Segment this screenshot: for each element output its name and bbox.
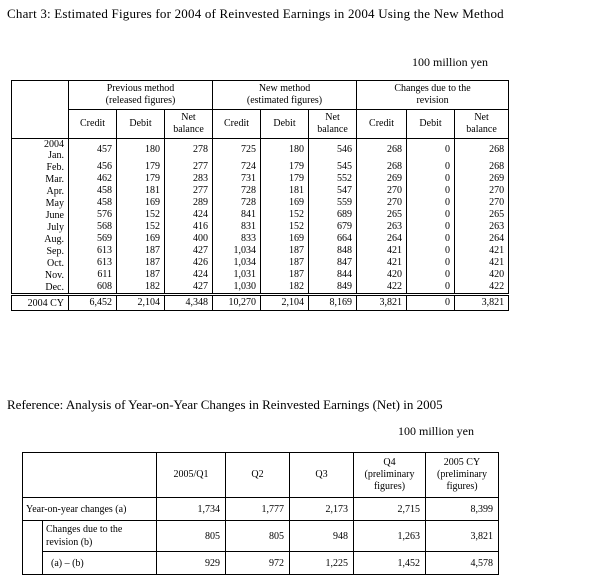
- value-cell: 0: [407, 173, 455, 185]
- header-line: Q3: [315, 469, 328, 480]
- value-cell: 269: [455, 173, 509, 185]
- value-cell: 608: [69, 281, 117, 295]
- column-header: Net balance: [309, 110, 357, 139]
- total-label: 2004 CY: [12, 295, 69, 311]
- value-cell: 725: [213, 139, 261, 162]
- value-cell: 152: [261, 209, 309, 221]
- value-cell: 728: [213, 197, 261, 209]
- value-cell: 181: [261, 185, 309, 197]
- reference-row-label: [43, 521, 157, 552]
- value-cell: 152: [117, 209, 165, 221]
- table-row: [12, 245, 509, 257]
- row-label: Nov.: [12, 269, 69, 281]
- corner-cell: [12, 81, 69, 139]
- header-line: figures): [373, 481, 406, 492]
- row-label: May: [12, 197, 69, 209]
- value-cell: 422: [357, 281, 407, 295]
- value-cell: 264: [455, 233, 509, 245]
- reference-row: [23, 498, 499, 521]
- table-row: [12, 161, 509, 173]
- reference-row-label: Year-on-year changes (a): [23, 498, 157, 521]
- value-cell: 724: [213, 161, 261, 173]
- value-cell: 283: [165, 173, 213, 185]
- value-cell: 278: [165, 139, 213, 162]
- row-label: Mar.: [12, 173, 69, 185]
- value-cell: 169: [117, 197, 165, 209]
- value-cell: 559: [309, 197, 357, 209]
- subheader-row: [12, 110, 509, 139]
- total-value-cell: 10,270: [213, 295, 261, 311]
- reference-value-cell: 2,173: [290, 498, 354, 521]
- header-line: Q2: [251, 469, 264, 480]
- value-cell: 1,030: [213, 281, 261, 295]
- row-label: Aug.: [12, 233, 69, 245]
- value-cell: 179: [117, 161, 165, 173]
- value-cell: 180: [117, 139, 165, 162]
- value-cell: 421: [455, 245, 509, 257]
- value-cell: 187: [261, 269, 309, 281]
- reference-value-cell: 2,715: [354, 498, 426, 521]
- row-label: Sep.: [12, 245, 69, 257]
- value-cell: 179: [117, 173, 165, 185]
- value-cell: 270: [357, 185, 407, 197]
- value-cell: 679: [309, 221, 357, 233]
- header-line: 2005 CY: [443, 457, 481, 468]
- value-cell: 169: [261, 233, 309, 245]
- value-cell: 831: [213, 221, 261, 233]
- value-cell: 0: [407, 197, 455, 209]
- reference-table: [22, 452, 499, 575]
- unit-label: 100 million yen: [412, 55, 488, 69]
- reference-value-cell: 8,399: [426, 498, 499, 521]
- reference-value-cell: 1,225: [290, 552, 354, 575]
- value-cell: 458: [69, 197, 117, 209]
- reference-value-cell: 948: [290, 521, 354, 552]
- header-line: 2005/Q1: [173, 469, 209, 480]
- table-row: [12, 281, 509, 295]
- total-value-cell: 2,104: [261, 295, 309, 311]
- table-row: [12, 209, 509, 221]
- table-row: [12, 139, 509, 162]
- value-cell: 0: [407, 257, 455, 269]
- value-cell: 422: [455, 281, 509, 295]
- value-cell: 421: [357, 257, 407, 269]
- value-cell: 0: [407, 209, 455, 221]
- value-cell: 268: [455, 139, 509, 162]
- value-cell: 277: [165, 185, 213, 197]
- value-cell: 841: [213, 209, 261, 221]
- value-cell: 848: [309, 245, 357, 257]
- value-cell: 0: [407, 161, 455, 173]
- column-header: Debit: [117, 110, 165, 139]
- row-label: [12, 139, 69, 162]
- value-cell: 458: [69, 185, 117, 197]
- reference-title: Reference: Analysis of Year-on-Year Changes in Reinvested Earnings (Net) in 2005: [7, 397, 443, 412]
- value-cell: 613: [69, 245, 117, 257]
- reference-unit-label: 100 million yen: [398, 424, 474, 438]
- value-cell: 270: [357, 197, 407, 209]
- reference-corner-cell: [23, 453, 157, 498]
- value-cell: 728: [213, 185, 261, 197]
- value-cell: 0: [407, 185, 455, 197]
- row-label: July: [12, 221, 69, 233]
- row-label-line: Jan.: [48, 150, 64, 161]
- reference-column-header: [226, 453, 290, 498]
- value-cell: 731: [213, 173, 261, 185]
- value-cell: 187: [117, 257, 165, 269]
- row-label: Dec.: [12, 281, 69, 295]
- value-cell: 1,031: [213, 269, 261, 281]
- value-cell: 552: [309, 173, 357, 185]
- value-cell: 421: [357, 245, 407, 257]
- value-cell: 576: [69, 209, 117, 221]
- reference-row: [23, 521, 499, 552]
- value-cell: 416: [165, 221, 213, 233]
- header-line: Q4: [383, 457, 396, 468]
- value-cell: 182: [261, 281, 309, 295]
- table-row: [12, 269, 509, 281]
- indent-cell: [23, 552, 43, 575]
- value-cell: 277: [165, 161, 213, 173]
- header-line: figures): [446, 481, 478, 492]
- value-cell: 187: [261, 245, 309, 257]
- reference-value-cell: 3,821: [426, 521, 499, 552]
- value-cell: 0: [407, 245, 455, 257]
- value-cell: 426: [165, 257, 213, 269]
- value-cell: 0: [407, 221, 455, 233]
- reference-value-cell: 1,263: [354, 521, 426, 552]
- value-cell: 568: [69, 221, 117, 233]
- reference-header-row: [23, 453, 499, 498]
- value-cell: 179: [261, 161, 309, 173]
- reference-value-cell: 4,578: [426, 552, 499, 575]
- reference-value-cell: 1,734: [157, 498, 226, 521]
- value-cell: 263: [455, 221, 509, 233]
- table-row: [12, 185, 509, 197]
- value-cell: 187: [261, 257, 309, 269]
- table-row: [12, 221, 509, 233]
- reference-column-header: [157, 453, 226, 498]
- column-header: Credit: [213, 110, 261, 139]
- row-label: Feb.: [12, 161, 69, 173]
- reference-value-cell: 929: [157, 552, 226, 575]
- value-cell: 427: [165, 281, 213, 295]
- row-label: Apr.: [12, 185, 69, 197]
- column-header: Net balance: [455, 110, 509, 139]
- value-cell: 546: [309, 139, 357, 162]
- reference-value-cell: 1,452: [354, 552, 426, 575]
- value-cell: 289: [165, 197, 213, 209]
- reference-column-header: [290, 453, 354, 498]
- value-cell: 264: [357, 233, 407, 245]
- value-cell: 187: [117, 269, 165, 281]
- value-cell: 263: [357, 221, 407, 233]
- reference-row: [23, 552, 499, 575]
- reference-value-cell: 972: [226, 552, 290, 575]
- value-cell: 421: [455, 257, 509, 269]
- header-line: (preliminary: [364, 469, 415, 480]
- value-cell: 0: [407, 233, 455, 245]
- value-cell: 265: [357, 209, 407, 221]
- total-value-cell: 2,104: [117, 295, 165, 311]
- group-header-new: New method (estimated figures): [213, 81, 357, 110]
- row-label: Oct.: [12, 257, 69, 269]
- reinvested-earnings-table: [11, 80, 509, 311]
- value-cell: 457: [69, 139, 117, 162]
- value-cell: 268: [357, 139, 407, 162]
- value-cell: 424: [165, 209, 213, 221]
- value-cell: 420: [357, 269, 407, 281]
- total-row: [12, 295, 509, 311]
- column-header: Net balance: [165, 110, 213, 139]
- column-header: Credit: [69, 110, 117, 139]
- chart-title: Chart 3: Estimated Figures for 2004 of Reinvested Earnings in 2004 Using the New Method: [7, 6, 504, 21]
- column-header: Debit: [261, 110, 309, 139]
- total-value-cell: 3,821: [357, 295, 407, 311]
- header-line: (preliminary: [437, 469, 487, 480]
- value-cell: 847: [309, 257, 357, 269]
- value-cell: 849: [309, 281, 357, 295]
- value-cell: 462: [69, 173, 117, 185]
- label-line: Changes due to the: [46, 524, 123, 535]
- reference-column-header: [354, 453, 426, 498]
- value-cell: 689: [309, 209, 357, 221]
- table-row: [12, 173, 509, 185]
- value-cell: 456: [69, 161, 117, 173]
- total-value-cell: 0: [407, 295, 455, 311]
- table-row: [12, 197, 509, 209]
- value-cell: 268: [357, 161, 407, 173]
- indent-cell: [23, 521, 43, 552]
- value-cell: 169: [261, 197, 309, 209]
- value-cell: 152: [117, 221, 165, 233]
- table-row: [12, 233, 509, 245]
- value-cell: 268: [455, 161, 509, 173]
- value-cell: 1,034: [213, 257, 261, 269]
- value-cell: 400: [165, 233, 213, 245]
- value-cell: 0: [407, 281, 455, 295]
- value-cell: 169: [117, 233, 165, 245]
- value-cell: 179: [261, 173, 309, 185]
- row-label-line: 2004: [44, 139, 64, 150]
- value-cell: 545: [309, 161, 357, 173]
- value-cell: 427: [165, 245, 213, 257]
- column-header: Debit: [407, 110, 455, 139]
- value-cell: 0: [407, 269, 455, 281]
- value-cell: 611: [69, 269, 117, 281]
- reference-row-label: (a) – (b): [43, 552, 157, 575]
- value-cell: 569: [69, 233, 117, 245]
- value-cell: 270: [455, 197, 509, 209]
- value-cell: 187: [117, 245, 165, 257]
- table-row: [12, 257, 509, 269]
- value-cell: 833: [213, 233, 261, 245]
- value-cell: 424: [165, 269, 213, 281]
- total-value-cell: 6,452: [69, 295, 117, 311]
- value-cell: 420: [455, 269, 509, 281]
- row-label: June: [12, 209, 69, 221]
- value-cell: 664: [309, 233, 357, 245]
- value-cell: 844: [309, 269, 357, 281]
- value-cell: 613: [69, 257, 117, 269]
- value-cell: 269: [357, 173, 407, 185]
- label-line: revision (b): [46, 537, 93, 548]
- value-cell: 547: [309, 185, 357, 197]
- value-cell: 1,034: [213, 245, 261, 257]
- total-value-cell: 8,169: [309, 295, 357, 311]
- group-header-changes: Changes due to the revision: [357, 81, 509, 110]
- value-cell: 152: [261, 221, 309, 233]
- reference-value-cell: 805: [157, 521, 226, 552]
- value-cell: 180: [261, 139, 309, 162]
- group-header-previous: Previous method (released figures): [69, 81, 213, 110]
- reference-column-header: [426, 453, 499, 498]
- value-cell: 182: [117, 281, 165, 295]
- total-value-cell: 3,821: [455, 295, 509, 311]
- reference-value-cell: 805: [226, 521, 290, 552]
- value-cell: 265: [455, 209, 509, 221]
- total-value-cell: 4,348: [165, 295, 213, 311]
- value-cell: 0: [407, 139, 455, 162]
- reference-value-cell: 1,777: [226, 498, 290, 521]
- value-cell: 270: [455, 185, 509, 197]
- column-header: Credit: [357, 110, 407, 139]
- value-cell: 181: [117, 185, 165, 197]
